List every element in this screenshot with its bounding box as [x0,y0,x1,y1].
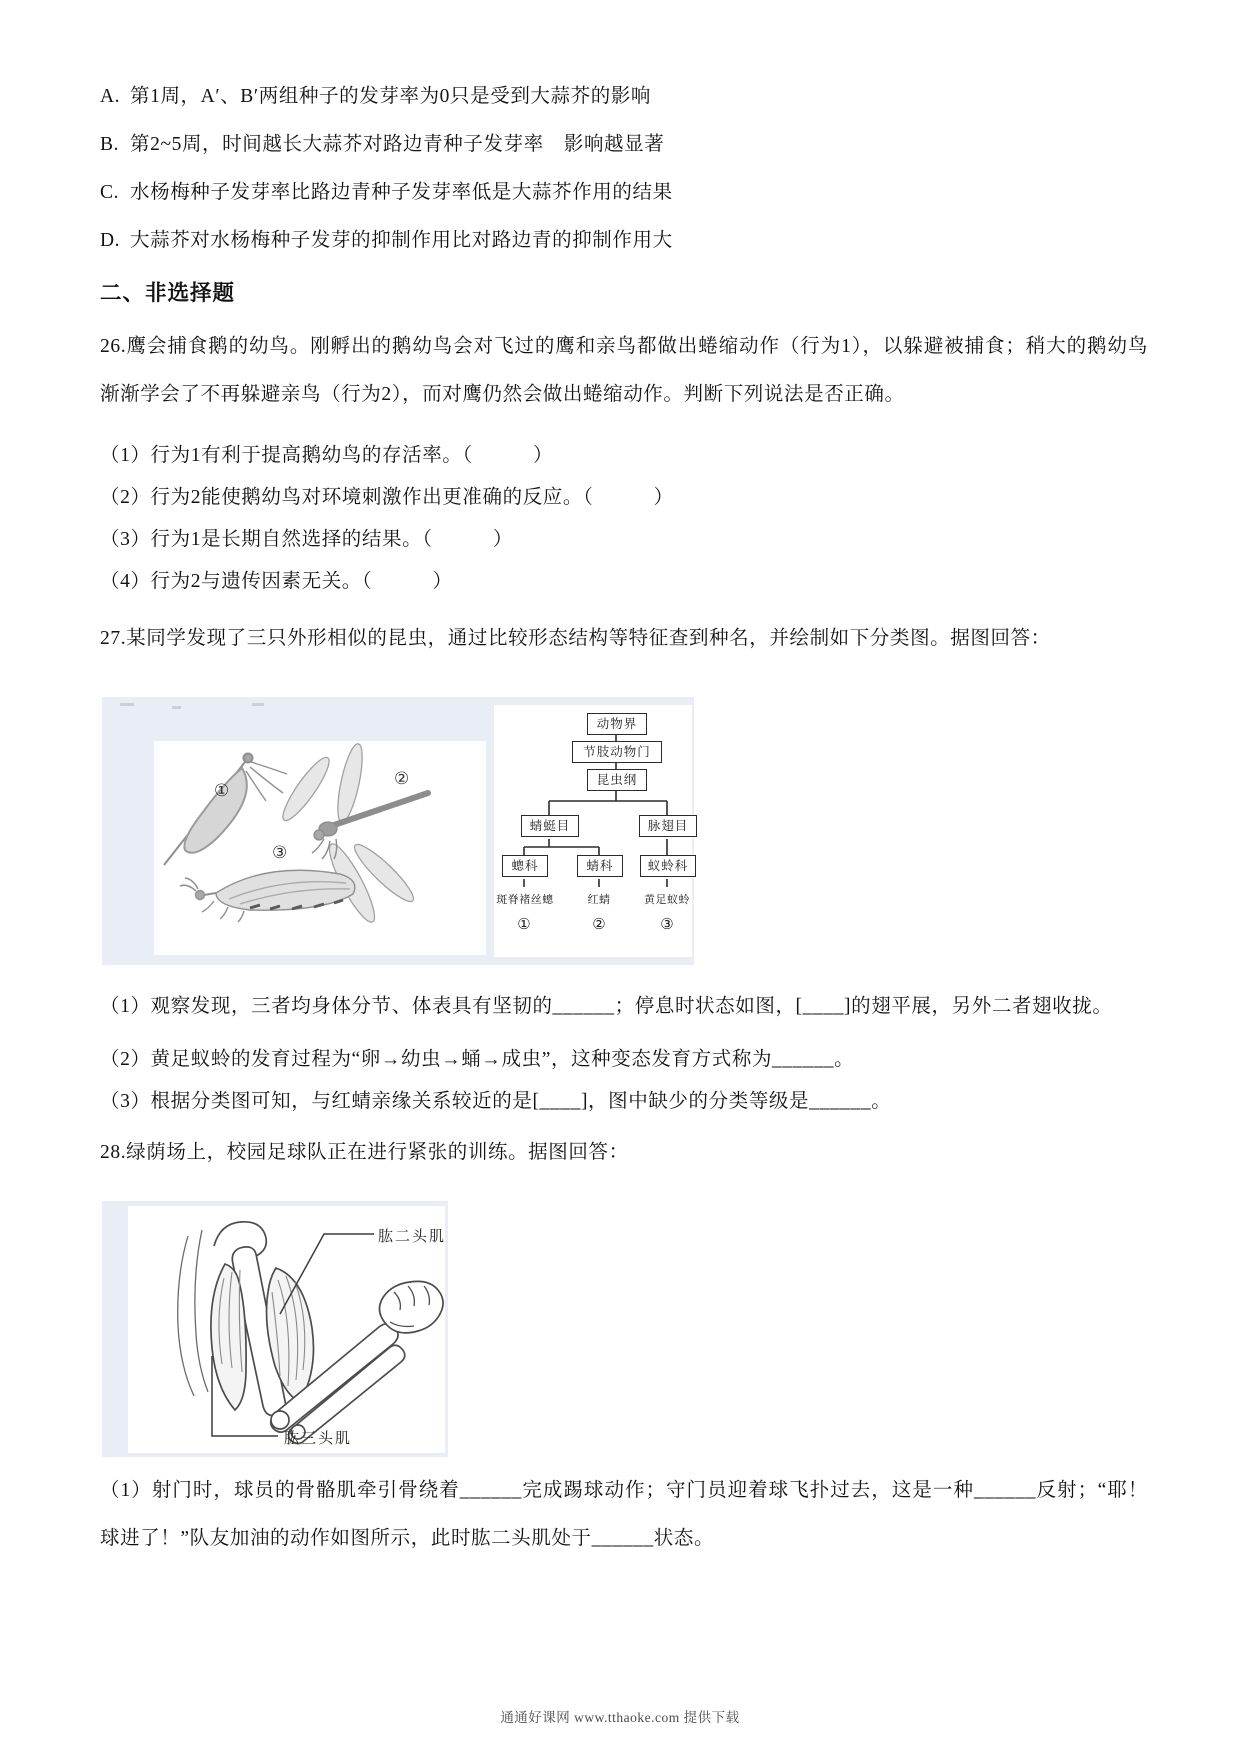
option-b-label: B. [100,134,120,155]
option-c-label: C. [100,182,120,203]
scan-artifact [252,703,264,706]
question-26-stem: 26.鹰会捕食鹅的幼鸟。刚孵出的鹅幼鸟会对飞过的鹰和亲鸟都做出蜷缩动作（行为1），以躲避被捕食；稍大的鹅幼鸟渐渐学会了不再躲避亲鸟（行为2），而对鹰仍然会做出蜷缩动作。判断下列说法是否正确。 [100,336,1148,405]
option-c [100,180,1148,206]
insects-illustration [154,741,486,955]
arm-drawing-panel [128,1206,445,1453]
question-27-stem: 27.某同学发现了三只外形相似的昆虫，通过比较形态结构等特征查到种名，并绘制如下分类图。据图回答： [100,628,1051,649]
question-27-item-1: （1）观察发现，三者均身体分节、体表具有坚韧的______；停息时状态如图，[____]的翅平展，另外二者翅收拢。 [100,996,1113,1017]
question-28-stem: 28.绿荫场上，校园足球队正在进行紧张的训练。据图回答： [100,1142,629,1163]
biceps-label: 肱二头肌 [378,1229,447,1245]
option-b-text: 第2~5周，时间越长大蒜芥对路边青种子发芽率 影响越显著 [130,134,665,155]
option-c-text: 水杨梅种子发芽率比路边青种子发芽率低是大蒜芥作用的结果 [130,182,673,203]
node-family-2: 蜻科 [577,855,623,877]
scan-artifact [120,703,134,706]
node-family-3: 蚁蛉科 [640,855,696,877]
option-d-text: 大蒜芥对水杨梅种子发芽的抑制作用比对路边青的抑制作用大 [130,230,673,251]
node-kingdom: 动物界 [587,713,647,735]
question-27-item-2: （2）黄足蚁蛉的发育过程为“卵→幼虫→蛹→成虫”，这种变态发育方式称为______。 [100,1049,855,1070]
node-class: 昆虫纲 [587,769,647,791]
insect-3-number: ③ [272,843,288,862]
insect-2-number: ② [394,769,410,788]
question-26-item-2: （2）行为2能使鹅幼鸟对环境刺激作出更准确的反应。（ ） [100,487,674,508]
triceps-label: 肱三头肌 [284,1431,353,1447]
question-26-item-1: （1）行为1有利于提高鹅幼鸟的存活率。（ ） [100,445,554,466]
species-2: 红蜻 [587,894,611,906]
species-1-number: ① [517,917,531,933]
scan-artifact [172,706,181,709]
question-27-item-3: （3）根据分类图可知，与红蜻亲缘关系较近的是[____]，图中缺少的分类等级是______。 [100,1091,892,1112]
insect-1-number: ① [214,781,230,800]
option-d-label: D. [100,230,121,251]
section-heading: 二、非选择题 [100,281,236,305]
question-26-item-4: （4）行为2与遗传因素无关。（ ） [100,571,453,592]
node-phylum: 节肢动物门 [572,741,662,763]
node-order-odonata: 蜻蜓目 [521,815,579,837]
option-b [100,132,1148,158]
species-3-number: ③ [660,917,674,933]
species-3: 黄足蚁蛉 [644,894,690,906]
species-1: 斑脊褚丝蟌 [496,894,554,906]
exam-content [100,84,1148,1563]
page-footer: 通通好课网 www.tthaoke.com 提供下载 [500,1710,740,1725]
question-26-item-3: （3）行为1是长期自然选择的结果。（ ） [100,529,513,550]
option-a-text: 第1周，A′、B′两组种子的发芽率为0只是受到大蒜芥的影响 [130,86,652,107]
question-28-item-1: （1）射门时，球员的骨骼肌牵引骨绕着______完成踢球动作；守门员迎着球飞扑过去，这是一种______反射；“耶！球进了！”队友加油的动作如图所示，此时肱二头肌处于______状态。 [100,1480,1148,1549]
option-a [100,84,1148,110]
insect-drawing-panel [154,741,486,955]
q28-figure [102,1201,448,1457]
node-order-neuroptera: 脉翅目 [639,815,697,837]
q27-figure [102,697,694,965]
option-a-label: A. [100,86,121,107]
classification-chart-panel [494,705,692,957]
species-2-number: ② [592,917,606,933]
option-d [100,228,1148,254]
node-family-1: 蟌科 [502,855,548,877]
